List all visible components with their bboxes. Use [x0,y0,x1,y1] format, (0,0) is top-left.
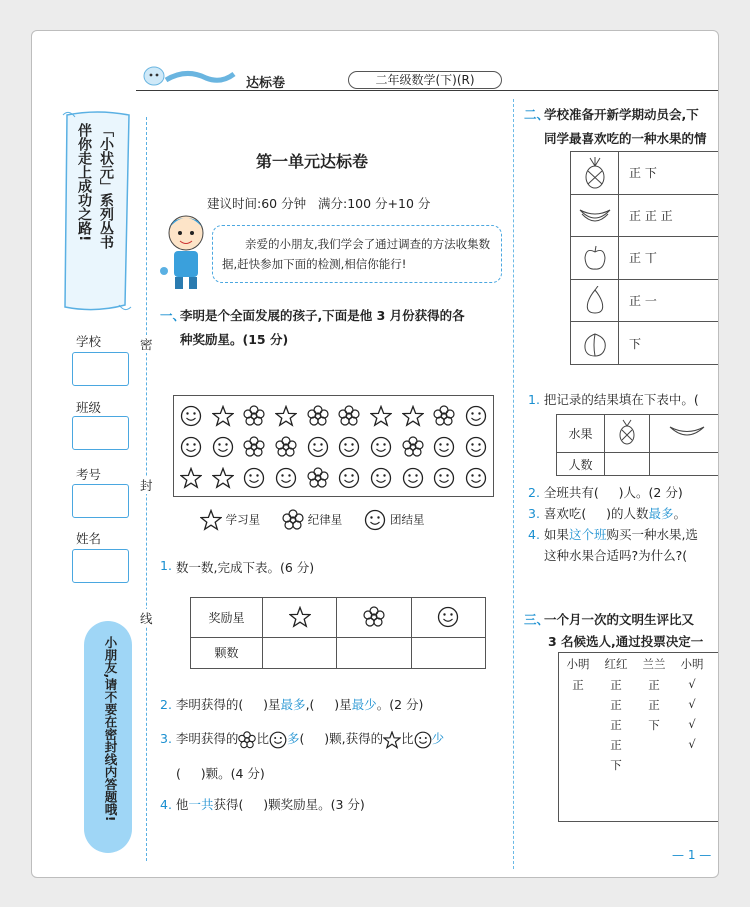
star-icon [289,606,311,628]
smile-icon [465,467,487,489]
page-title: 第一单元达标卷 [256,152,369,171]
q2-sub2-text[interactable]: 全班共有( )人。(2 分) [543,485,683,500]
reward-grid-row [180,400,487,431]
q1-sub4 [160,795,365,813]
q1-sub1-num: 1. [160,558,172,573]
exam-page [31,30,719,878]
q2-banana-cell [650,415,719,453]
star-icon [383,731,401,749]
q1-sub2-a[interactable]: 李明获得的( )星 [175,697,281,712]
table-head-count: 颗数 [191,637,263,668]
vote-tally: 正 [610,738,622,752]
peach-icon [571,322,619,365]
smile-icon [437,606,459,628]
q2-sub3-a[interactable]: 喜欢吃( )的人数 [543,506,649,521]
smile-icon [465,436,487,458]
vote-tally: √ [688,697,696,711]
legend-items [200,508,446,527]
q3-number: 三、 [524,612,550,627]
fruit-tally-table [570,151,719,365]
fruit-tally-rows [571,152,719,365]
q3-text-line1: 一个月一次的文明生评比又 [544,612,695,627]
apple-icon [571,237,619,279]
vote-row [559,755,719,775]
smile-icon [402,467,424,489]
smile-icon [212,436,234,458]
flower-icon [307,467,329,489]
mascot-banner-icon [136,64,236,90]
table-head-reward: 奖励星 [191,598,263,638]
q1-sub2 [160,695,423,713]
banana-icon [571,195,619,237]
vote-tally: 正 [648,698,660,712]
seal-char-mi: 密 [140,337,153,352]
grade-badge [348,71,502,89]
boy-mascot-icon [156,211,218,291]
smile-icon [465,405,487,427]
q1-sub3-a: 李明获得的 [175,731,239,746]
q2-sub1-num: 1. [528,392,540,407]
smile-icon [370,467,392,489]
vote-tally: √ [688,677,696,691]
star-icon [402,405,424,427]
vote-candidate: 红红 [604,657,628,671]
vote-table-rows [559,675,719,775]
vote-row [559,675,719,695]
vote-tally: 正 [610,718,622,732]
vote-tally: 下 [648,718,660,732]
flower-icon [243,436,265,458]
star-icon [212,405,234,427]
q1-sub3-e: 比 [401,731,414,746]
scroll-text-col1: 「小状元」系列丛书 [98,123,114,249]
legend-label: 学习星 [222,512,261,526]
reward-grid-row [180,431,487,462]
legend-label: 纪律星 [304,512,343,526]
q1-sub4-total: 一共 [188,797,214,812]
page-number: — 1 — [672,848,712,862]
q2-number: 二、 [524,107,550,122]
smile-icon [433,436,455,458]
vote-candidate: 小明 [566,657,590,671]
star-icon [180,467,202,489]
q2-sub4-a: 如果 [543,527,569,542]
q1-sub3-more: 多 [286,731,300,746]
vote-tally [677,757,707,773]
class-input[interactable] [72,416,129,450]
flower-icon [282,509,304,531]
q2-sub4-line1 [528,525,698,543]
q3-text-line2: 3 名候选人,通过投票决定一 [548,634,704,649]
fruit-tally-row [571,322,719,365]
vote-table [558,652,719,822]
vote-table-header [559,653,719,675]
fruit-tally-row [571,195,719,238]
q1-sub3-d[interactable]: ( )颗,获得的 [299,731,384,746]
smile-icon [269,731,287,749]
reward-grid-row [180,462,487,493]
q2-sub4-line2[interactable]: 这种水果合适吗?为什么?( [544,548,688,563]
vote-tally: √ [688,717,696,731]
reward-star-grid [173,395,494,497]
grade-badge-text: 二年级数学(下)(R) [375,73,475,87]
field-label-class: 班级 [76,400,102,415]
q2-sub3 [528,504,686,522]
seal-char-xian: 线 [140,611,153,626]
flower-icon [363,606,385,628]
name-input[interactable] [72,549,129,583]
vote-tally: 正 [648,678,660,692]
mascot-boy [156,211,218,291]
flower-icon [275,436,297,458]
legend [200,508,500,530]
vote-row [559,715,719,735]
q2-count-input-2[interactable] [650,453,719,476]
q1-sub3-less: 少 [431,731,445,746]
smile-icon [243,467,265,489]
q2-pineapple-cell [605,415,650,453]
smile-icon [180,405,202,427]
q1-sub2-c[interactable]: ,( )星 [305,697,352,712]
legend-item [282,509,342,531]
q1-text-line1: 李明是个全面发展的孩子,下面是他 3 月份获得的各 [180,308,465,323]
vote-candidate: 兰兰 [642,657,666,671]
q2-count-input-1[interactable] [605,453,650,476]
smile-icon [307,436,329,458]
star-icon [275,405,297,427]
q2-text-line1: 学校准备开新学期动员会,下 [544,107,699,122]
smile-icon [433,467,455,489]
smile-icon [275,467,297,489]
legend-label: 团结星 [386,512,425,526]
tally-marks: 正 一 [629,294,657,309]
vote-tally [563,717,593,733]
q1-count-table [190,597,486,669]
q2-sub2-num: 2. [528,485,540,500]
q1-sub3-line2[interactable]: ( )颗。(4 分) [176,766,265,781]
q2-sub3-num: 3. [528,506,540,521]
q1-sub1-text: 数一数,完成下表。(6 分) [176,560,315,575]
fruit-tally-row [571,280,719,323]
warning-text: 小朋友,请不要在密封线内答题哦! [103,636,118,822]
vote-candidate: 小明 [680,657,704,671]
vote-row [559,735,719,755]
flower-icon [307,405,329,427]
q2-sub3-c: 。 [673,506,687,521]
tally-marks: 下 [629,337,642,352]
vote-tally [639,757,669,773]
column-divider [513,99,514,869]
q2-head-fruit: 水果 [557,415,605,453]
flower-icon [433,405,455,427]
vote-tally [563,737,593,753]
q1-sub2-e: 。(2 分) [376,697,424,712]
scroll-text-col2: 伴你走上成功之路! [76,123,92,242]
smile-icon [180,436,202,458]
q2-sub1 [528,390,699,408]
vote-tally: 正 [572,678,584,692]
smile-count-input[interactable] [411,637,485,668]
legend-item [364,509,424,531]
smile-icon [338,467,360,489]
smile-icon [370,436,392,458]
pineapple-icon [615,419,639,445]
star-icon [200,509,222,531]
header-mascot-banner [136,64,236,90]
flower-icon [402,436,424,458]
star-icon [212,467,234,489]
vote-tally: 下 [610,758,622,772]
q1-sub2-most: 最多 [280,697,306,712]
smile-icon [338,436,360,458]
q2-result-table [556,414,719,476]
q1-number: 一、 [160,308,186,323]
field-label-name: 姓名 [76,531,102,546]
table-flower-cell [337,598,411,638]
smile-icon [364,509,386,531]
q1-sub2-least: 最少 [351,697,377,712]
vote-tally: 正 [610,678,622,692]
q2-text-line2: 同学最喜欢吃的一种水果的情 [544,131,707,146]
q1-sub3-line1 [160,729,444,749]
q2-sub2 [528,483,683,501]
exam-number-input[interactable] [72,484,129,518]
q1-sub4-a: 他 [175,797,189,812]
field-label-exam-number: 考号 [76,467,102,482]
tally-marks: 正 下 [629,166,657,181]
flower-icon [243,405,265,427]
q1-sub4-num: 4. [160,797,172,812]
star-count-input[interactable] [263,637,337,668]
flower-count-input[interactable] [337,637,411,668]
q2-head-count: 人数 [557,453,605,476]
tally-marks: 正 丅 [629,251,657,266]
pear-icon [571,280,619,322]
q2-sub1-text: 把记录的结果填在下表中。( [543,392,699,407]
q1-sub4-c[interactable]: 获得( )颗奖励星。(3 分) [213,797,365,812]
q2-sub4-c: 购买一种水果,选 [606,527,698,542]
vote-row [559,695,719,715]
q2-sub4-num: 4. [528,527,540,542]
seal-char-feng: 封 [140,478,153,493]
header-banner-text: 达标卷 [246,76,286,91]
pineapple-icon [571,152,619,194]
smile-icon [414,731,432,749]
school-input[interactable] [72,352,129,386]
q2-sub3-most: 最多 [648,506,674,521]
reward-grid-rows [174,396,493,497]
vote-tally [639,737,669,753]
tally-marks: 正 正 正 [629,208,673,223]
vote-tally: √ [688,737,696,751]
vote-tally [563,697,593,713]
fruit-tally-row [571,237,719,280]
flower-icon [338,405,360,427]
flower-icon [238,731,256,749]
vote-tally [563,757,593,773]
q1-sub2-num: 2. [160,697,172,712]
table-star-cell [263,598,337,638]
intro-text: 亲爱的小朋友,我们学会了通过调查的方法收集数据,赶快参加下面的检测,相信你能行! [222,237,491,271]
banana-icon [667,421,707,443]
fruit-tally-row [571,152,719,195]
header-rule [136,90,719,91]
vote-tally: 正 [610,698,622,712]
q1-text-line2: 种奖励星。(15 分) [180,332,289,347]
q1-sub3-b: 比 [256,731,269,746]
table-smile-cell [411,598,485,638]
q2-sub4-class: 这个班 [568,527,607,542]
field-label-school: 学校 [76,334,102,349]
exam-meta: 建议时间:60 分钟 满分:100 分+10 分 [207,196,431,211]
star-icon [370,405,392,427]
q1-sub3-num: 3. [160,731,172,746]
legend-item [200,509,260,531]
